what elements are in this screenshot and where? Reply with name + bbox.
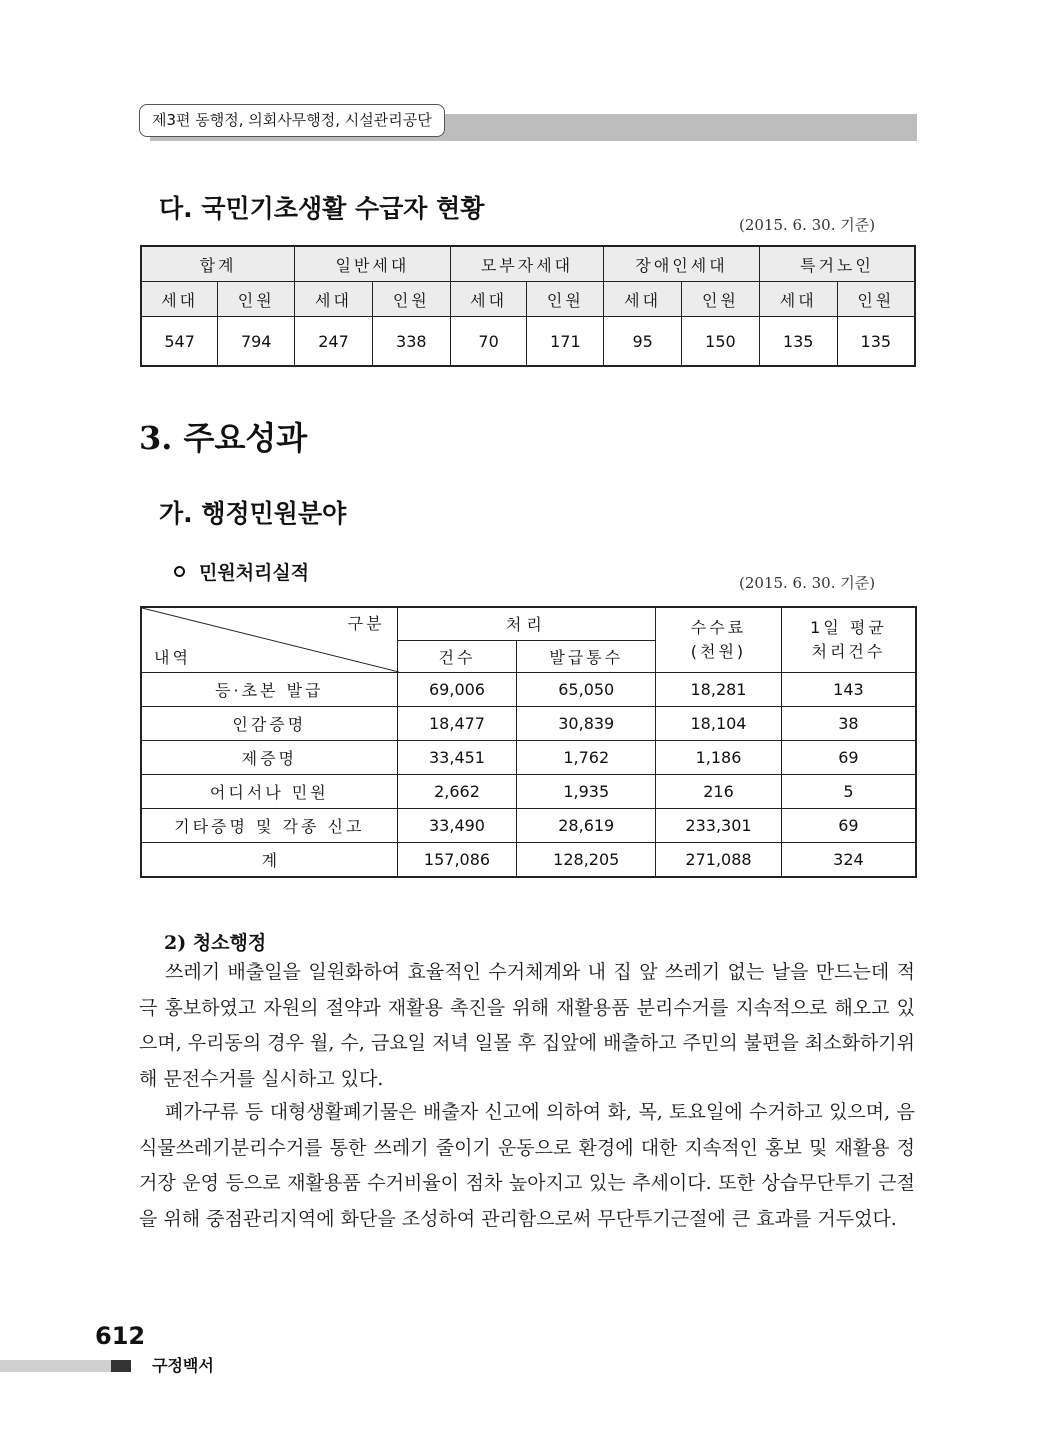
table-cell: 30,839: [517, 707, 656, 741]
table-cell: 18,281: [656, 673, 782, 707]
table-row: [141, 741, 916, 775]
table-cell: 135: [837, 317, 915, 367]
diagonal-header-cell: [141, 607, 397, 673]
table-row: [141, 775, 916, 809]
table-cell: 1,186: [656, 741, 782, 775]
table-row-total: [141, 843, 916, 878]
table-cell: 1,762: [517, 741, 656, 775]
subsection-title-civil-results: 민원처리실적: [199, 562, 310, 584]
table-row: [141, 673, 916, 707]
table-row: [141, 809, 916, 843]
table-cell: 324: [781, 843, 916, 878]
table-cell: 338: [372, 317, 450, 367]
civil-results-table: [140, 606, 917, 878]
section-title-recipients: 다. 국민기초생활 수급자 현황: [159, 194, 485, 223]
table-cell: 143: [781, 673, 916, 707]
header-fee-line2: (천원): [690, 642, 747, 661]
table-cell: 33,490: [397, 809, 517, 843]
header-daily-avg: [781, 607, 916, 673]
sub-header: 세대: [450, 282, 527, 317]
sub-header: 세대: [759, 282, 837, 317]
group-header: 합계: [141, 246, 295, 282]
header-issued: 발급통수: [517, 640, 656, 673]
header-daily-avg-line2: 처리건수: [811, 642, 886, 661]
row-label: 계: [141, 843, 397, 878]
table-cell: 70: [450, 317, 527, 367]
group-header: 일반세대: [295, 246, 451, 282]
basis-date-recipients: (2015. 6. 30. 기준): [739, 216, 876, 234]
row-label: 제증명: [141, 741, 397, 775]
subsection-title-cleaning: 2) 청소행정: [164, 932, 267, 954]
group-header: 장애인세대: [604, 246, 760, 282]
table-cell: 5: [781, 775, 916, 809]
basis-date-civil: (2015. 6. 30. 기준): [739, 574, 876, 592]
table-cell: 18,477: [397, 707, 517, 741]
sub-header: 인원: [682, 282, 760, 317]
header-gubun: 구분: [347, 614, 385, 633]
sub-header: 세대: [141, 282, 218, 317]
header-naeyeok: 내역: [154, 648, 191, 667]
breadcrumb: 제3편 동행정, 의회사무행정, 시설관리공단: [139, 104, 445, 137]
table-cell: 247: [295, 317, 373, 367]
table-cell: 18,104: [656, 707, 782, 741]
section-heading-main-achievements: 3. 주요성과: [139, 419, 308, 457]
sub-header: 인원: [218, 282, 295, 317]
table-cell: 95: [604, 317, 682, 367]
table-cell: 2,662: [397, 775, 517, 809]
table-cell: 233,301: [656, 809, 782, 843]
header-fee-line1: 수수료: [690, 618, 747, 637]
table-cell: 794: [218, 317, 295, 367]
footer-square: [111, 1360, 131, 1372]
table-cell: 171: [527, 317, 604, 367]
sub-header: 인원: [837, 282, 915, 317]
table-cell: 216: [656, 775, 782, 809]
table-cell: 69: [781, 809, 916, 843]
table-row: [141, 707, 916, 741]
table-cell: 69: [781, 741, 916, 775]
row-label: 인감증명: [141, 707, 397, 741]
table-cell: 547: [141, 317, 218, 367]
paragraph-cleaning-2: 폐가구류 등 대형생활폐기물은 배출자 신고에 의하여 화, 목, 토요일에 수거하고 있으며, 음식물쓰레기분리수거를 통한 쓰레기 줄이기 운동으로 환경에 대한 지속적인 홍보 및 재활용 정거장 운영 등으로 재활용품 수거비율이 점차 높아지고 있는 추세이다. 또한 상습무단투기 근절을 위해 중점관리지역에 화단을 조성하여 관리함으로써 무단투기근절에 큰 효과를 거두었다.: [139, 1101, 915, 1230]
page-number: 612: [95, 1322, 146, 1350]
table-cell: 150: [682, 317, 760, 367]
footer-book-title: 구정백서: [152, 1356, 214, 1375]
group-header: 모부자세대: [450, 246, 604, 282]
header-daily-avg-line1: 1일 평균: [810, 618, 887, 637]
sub-header: 인원: [372, 282, 450, 317]
section-title-admin-civil: 가. 행정민원분야: [159, 499, 347, 528]
table-cell: 28,619: [517, 809, 656, 843]
circle-bullet-icon: [174, 566, 185, 577]
footer-bar: [0, 1360, 111, 1372]
header-count: 건수: [397, 640, 517, 673]
sub-header: 세대: [295, 282, 373, 317]
paragraph-cleaning-1: 쓰레기 배출일을 일원화하여 효율적인 수거체계와 내 집 앞 쓰레기 없는 날을 만드는데 적극 홍보하였고 자원의 절약과 재활용 촉진을 위해 재활용품 분리수거를 지속적으로 해오고 있으며, 우리동의 경우 월, 수, 금요일 저녁 일몰 후 집앞에 배출하고 주민의 불편을 최소화하기위해 문전수거를 실시하고 있다.: [139, 961, 915, 1090]
table-cell: 65,050: [517, 673, 656, 707]
table-cell: 38: [781, 707, 916, 741]
table-cell: 69,006: [397, 673, 517, 707]
row-label: 등·초본 발급: [141, 673, 397, 707]
table-cell: 157,086: [397, 843, 517, 878]
table-cell: 128,205: [517, 843, 656, 878]
row-label: 어디서나 민원: [141, 775, 397, 809]
table-cell: 271,088: [656, 843, 782, 878]
table-cell: 135: [759, 317, 837, 367]
table-cell: 33,451: [397, 741, 517, 775]
header-fee: [656, 607, 782, 673]
group-header: 특거노인: [759, 246, 915, 282]
sub-header: 인원: [527, 282, 604, 317]
table-cell: 1,935: [517, 775, 656, 809]
header-processing: 처리: [397, 607, 656, 640]
row-label: 기타증명 및 각종 신고: [141, 809, 397, 843]
sub-header: 세대: [604, 282, 682, 317]
recipients-table: [140, 245, 916, 367]
